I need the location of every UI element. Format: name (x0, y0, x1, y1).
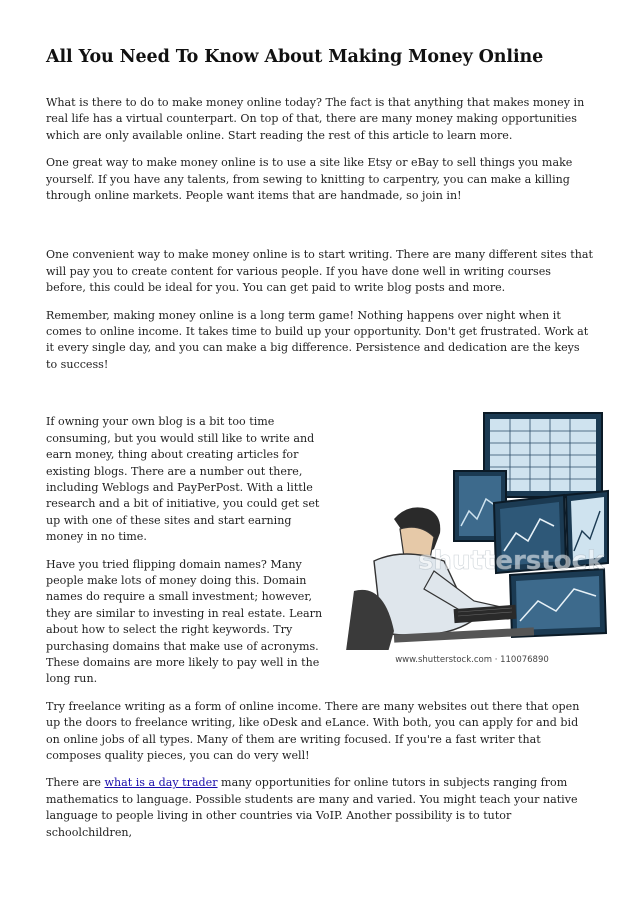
watermark: shutterstock (418, 546, 605, 577)
article (46, 46, 605, 841)
paragraph: One great way to make money online is to use a site like Etsy or eBay to sell things you make yourself. If you have any talents, from sewing to knitting to carpentry, you can make a killing through online markets. People want items that are handmade, so join in! (46, 156, 573, 203)
monitor-bottom (510, 569, 606, 637)
paragraph-with-link (46, 775, 594, 841)
paragraph: One convenient way to make money online is to start writing. There are many different sites that will pay you to create content for various people. If you have done well in writing courses before, this could be ideal for you. You can get paid to write blog posts and more. (46, 248, 593, 295)
paragraph: If owning your own blog is a bit too time consuming, but you would still like to write and earn money, thing about creating articles for existing blogs. There are a number out there, including Weblogs and PayPerPost. With a little research and a bit of initiative, you could get set up with one of these sites and start earning money in no time. (46, 415, 320, 544)
trader-illustration (334, 411, 610, 666)
text-span: many opportunities for online tutors in subjects ranging from mathematics to language. Possible students are many and varied. You might teach your native language to people living in other countries via VoIP. Another possibility is to tutor schoolchildren, (46, 776, 578, 839)
trader-illustration-svg (334, 411, 610, 666)
text-span: There are (46, 776, 105, 790)
paragraph: Remember, making money online is a long term game! Nothing happens over night when it comes to online income. It takes time to build up your opportunity. Don't get frustrated. Work at it every single day, and you can make a big difference. Persistence and dedication are the keys to success! (46, 308, 589, 371)
image-section (46, 414, 605, 688)
paragraph: Have you tried flipping domain names? Many people make lots of money doing this. Domain names do require a small investment; however, they are similar to investing in real estate. Learn about how to select the right keywords. Try purchasing domains that make use of acronyms. These domains are more likely to pay well in the long run. (46, 557, 323, 686)
image-caption: www.shutterstock.com · 110076890 (395, 655, 549, 666)
day-trader-link[interactable]: what is a day trader (104, 776, 218, 790)
paragraph: What is there to do to make money online today? The fact is that anything that makes money in real life has a virtual counterpart. On top of that, there are many money making opportunities which are only available online. Start reading the rest of this article to learn more. (46, 96, 585, 142)
paragraph: Try freelance writing as a form of online income. There are many websites out there that open up the doors to freelance writing, like oDesk and eLance. With both, you can apply for and bid on online jobs of all types. Many of them are writing focused. If you're a fast writer that composes quality pieces, you can do very well! (46, 699, 580, 762)
page-title: All You Need To Know About Making Money Online (46, 47, 544, 67)
